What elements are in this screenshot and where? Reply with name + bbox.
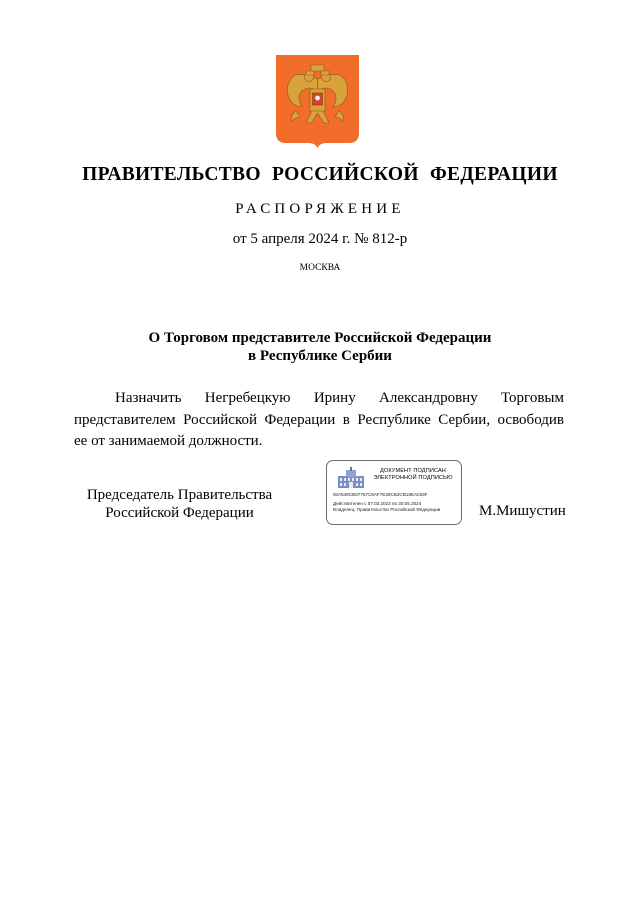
stamp-header-line: ДОКУМЕНТ ПОДПИСАН [380,468,446,474]
signer-name: М.Мишустин [479,503,566,519]
body-line: представителем Российской Федерации в Республике Сербии, освободив [74,411,564,428]
document-type: РАСПОРЯЖЕНИЕ [235,201,405,217]
document-date-number: от 5 апреля 2024 г. № 812-р [232,231,408,247]
document-subject [0,329,640,365]
signer-position [72,486,287,522]
subject-line: О Торговом представителе Российской Федерации [148,330,492,346]
government-title: ПРАВИТЕЛЬСТВО РОССИЙСКОЙ ФЕДЕРАЦИИ [82,164,558,185]
stamp-validity: Действителен с 07.03.2023 по 30.05.2024 [333,501,422,506]
government-building-icon [335,467,367,489]
signer-position-line: Председатель Правительства [86,487,273,503]
coat-of-arms-icon [276,55,359,148]
stamp-header [369,468,457,482]
stamp-header-line: ЭЛЕКТРОННОЙ ПОДПИСЬЮ [373,475,453,481]
subject-line: в Республике Сербии [248,348,392,364]
stamp-certificate-number: 00A549CB07767C9AF7E29CB2CB18EA033F [333,492,428,497]
body-line: ее от занимаемой должности. [74,433,263,449]
document-body [74,388,564,453]
electronic-signature-stamp [326,460,462,525]
signer-position-line: Российской Федерации [105,505,254,521]
stamp-owner: Владелец: Правительство Российской Федерации [333,507,441,512]
body-line: Назначить Негребецкую Ирину Александровну Торговым [115,390,564,406]
document-city: МОСКВА [299,263,341,273]
